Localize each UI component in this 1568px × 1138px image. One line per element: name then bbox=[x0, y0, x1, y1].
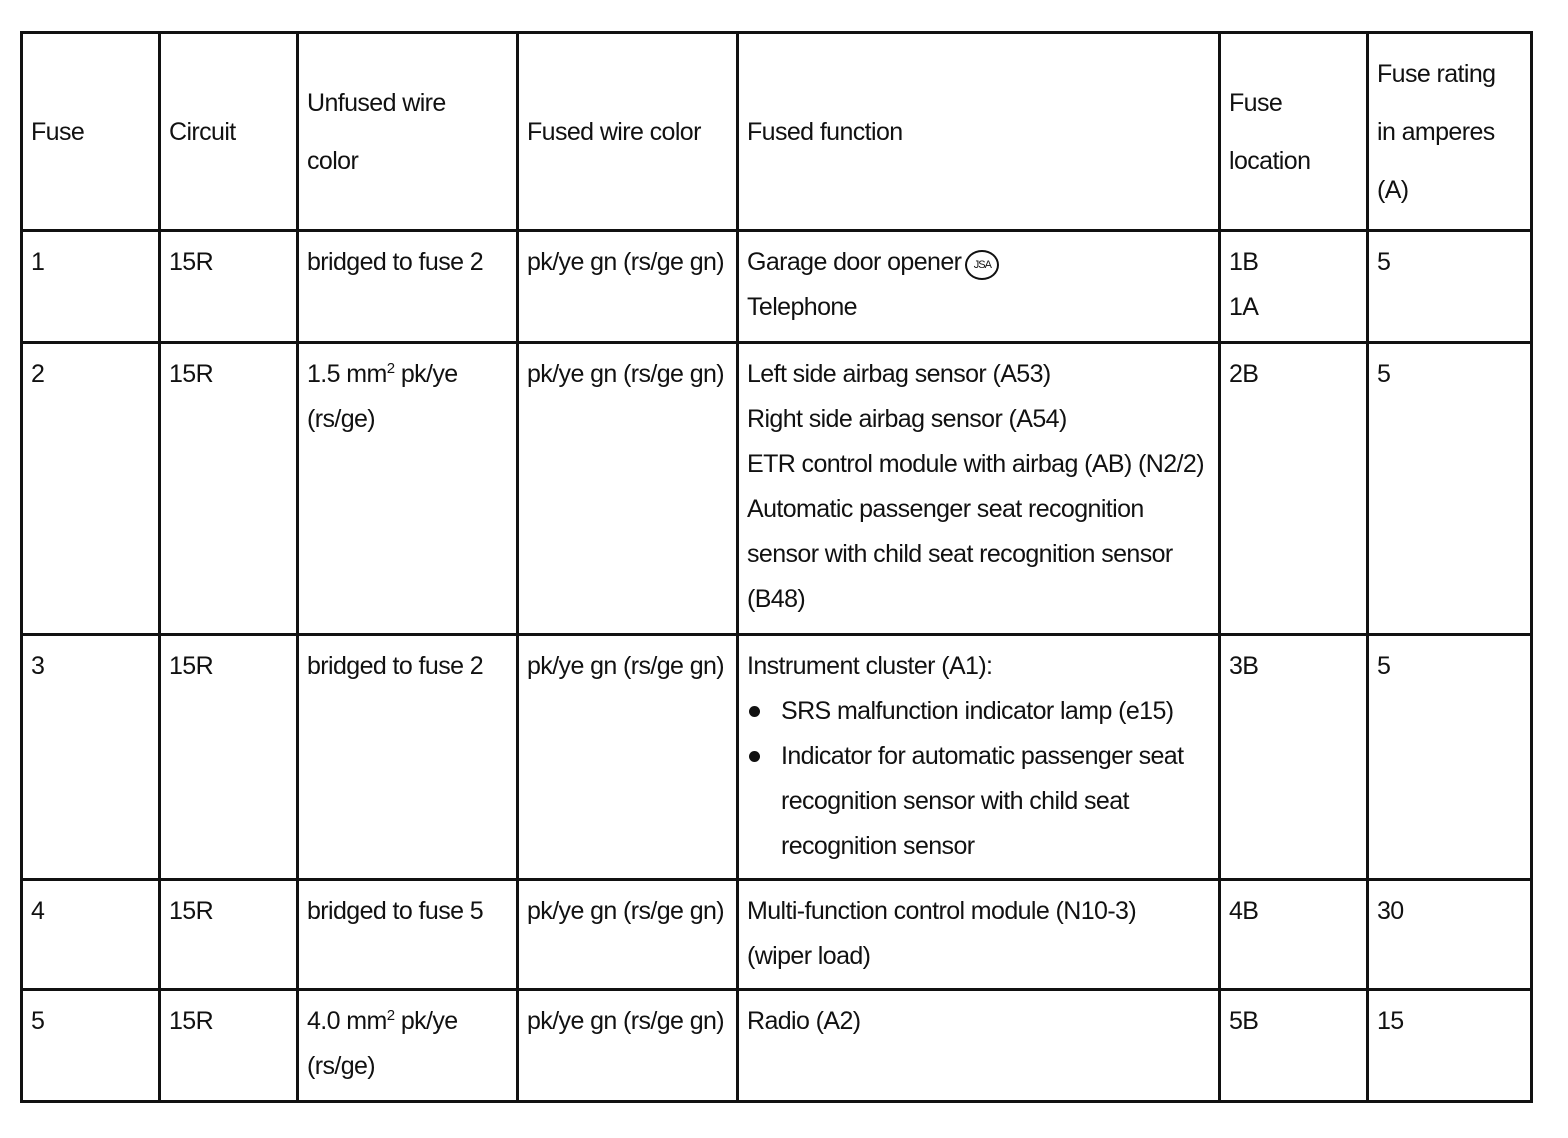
header-fuse: Fuse bbox=[22, 33, 160, 231]
jsa-icon: JSA bbox=[965, 250, 999, 280]
cell-fused-wire-color: pk/ye gn (rs/ge gn) bbox=[518, 989, 738, 1101]
cell-fused-function: Left side airbag sensor (A53) Right side airbag sensor (A54) ETR control module with airbag (AB) (N2/2) Automatic passenger seat recognition sensor with child seat recognition sensor (B48) bbox=[738, 343, 1220, 635]
header-fuse-rating: Fuse rating in amperes (A) bbox=[1368, 33, 1532, 231]
cell-fuse-location: 2B bbox=[1220, 343, 1368, 635]
cell-fuse-rating: 5 bbox=[1368, 635, 1532, 879]
header-fuse-location: Fuse location bbox=[1220, 33, 1368, 231]
cell-fused-wire-color: pk/ye gn (rs/ge gn) bbox=[518, 231, 738, 343]
cell-fuse-rating: 5 bbox=[1368, 231, 1532, 343]
cell-circuit: 15R bbox=[160, 343, 298, 635]
cell-circuit: 15R bbox=[160, 989, 298, 1101]
list-item: Indicator for automatic passenger seat recognition sensor with child seat recognition sensor bbox=[747, 734, 1212, 869]
cell-fuse-location: 4B bbox=[1220, 879, 1368, 989]
cell-fuse: 3 bbox=[22, 635, 160, 879]
cell-fused-function: Radio (A2) bbox=[738, 989, 1220, 1101]
cell-fuse-rating: 30 bbox=[1368, 879, 1532, 989]
list-item: SRS malfunction indicator lamp (e15) bbox=[747, 689, 1212, 734]
cell-fuse-rating: 5 bbox=[1368, 343, 1532, 635]
table-row bbox=[22, 635, 1532, 879]
fuse-table bbox=[20, 31, 1533, 1103]
cell-unfused-wire-color: bridged to fuse 5 bbox=[298, 879, 518, 989]
cell-fuse-rating: 15 bbox=[1368, 989, 1532, 1101]
bullet-icon bbox=[749, 751, 760, 762]
table-row bbox=[22, 343, 1532, 635]
cell-circuit: 15R bbox=[160, 879, 298, 989]
cell-fuse: 5 bbox=[22, 989, 160, 1101]
cell-fuse: 4 bbox=[22, 879, 160, 989]
header-fused-wire-color: Fused wire color bbox=[518, 33, 738, 231]
cell-fused-function: Instrument cluster (A1): SRS malfunction indicator lamp (e15) Indicator for automatic passenger seat recognition sensor with child seat recognition sensor bbox=[738, 635, 1220, 879]
cell-unfused-wire-color: 4.0 $mm^2$ pk/ye (rs/ge) bbox=[298, 989, 518, 1101]
cell-fused-wire-color: pk/ye gn (rs/ge gn) bbox=[518, 879, 738, 989]
cell-fused-function: Garage door opener JSA Telephone bbox=[738, 231, 1220, 343]
cell-fuse: 1 bbox=[22, 231, 160, 343]
table-row bbox=[22, 989, 1532, 1101]
header-unfused-wire-color: Unfused wire color bbox=[298, 33, 518, 231]
header-row bbox=[22, 33, 1532, 231]
cell-unfused-wire-color: bridged to fuse 2 bbox=[298, 635, 518, 879]
cell-fused-function: Multi-function control module (N10-3) (wiper load) bbox=[738, 879, 1220, 989]
bullet-icon bbox=[749, 706, 760, 717]
cell-fused-wire-color: pk/ye gn (rs/ge gn) bbox=[518, 343, 738, 635]
cell-fuse-location: 1B 1A bbox=[1220, 231, 1368, 343]
table-row bbox=[22, 879, 1532, 989]
function-bullet-list bbox=[747, 689, 1212, 869]
cell-circuit: 15R bbox=[160, 635, 298, 879]
cell-fuse: 2 bbox=[22, 343, 160, 635]
cell-unfused-wire-color: bridged to fuse 2 bbox=[298, 231, 518, 343]
header-circuit: Circuit bbox=[160, 33, 298, 231]
cell-fused-wire-color: pk/ye gn (rs/ge gn) bbox=[518, 635, 738, 879]
cell-circuit: 15R bbox=[160, 231, 298, 343]
cell-fuse-location: 5B bbox=[1220, 989, 1368, 1101]
table-row bbox=[22, 231, 1532, 343]
header-fused-function: Fused function bbox=[738, 33, 1220, 231]
cell-fuse-location: 3B bbox=[1220, 635, 1368, 879]
cell-unfused-wire-color: 1.5 $mm^2$ pk/ye (rs/ge) bbox=[298, 343, 518, 635]
